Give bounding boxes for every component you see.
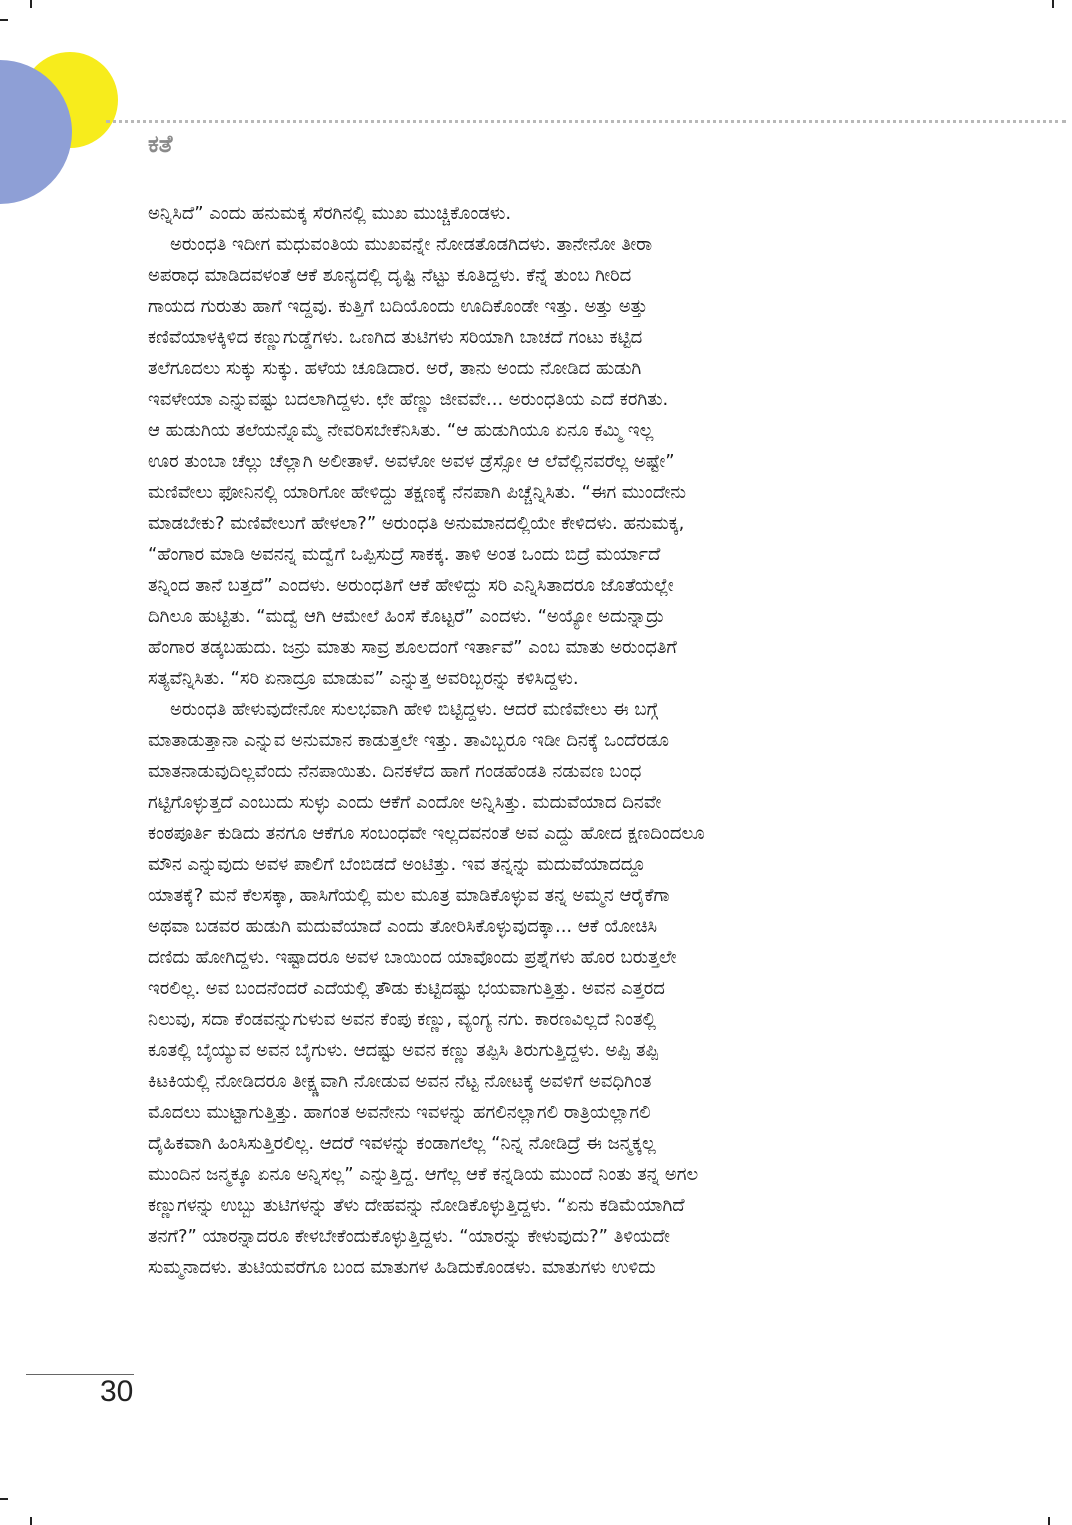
text-line: ಅಥವಾ ಬಡವರ ಹುಡುಗಿ ಮದುವೆಯಾದೆ ಎಂದು ತೋರಿಸಿಕೊಳ್ಳುವುದಕ್ಕಾ... ಆಕೆ ಯೋಚಿಸಿ: [148, 916, 658, 937]
text-line: ಮಾತಾಡುತ್ತಾನಾ ಎನ್ನುವ ಅನುಮಾನ ಕಾಡುತ್ತಲೇ ಇತ್ತು. ತಾವಿಬ್ಬರೂ ಇಡೀ ದಿನಕ್ಕೆ ಒಂದೆರಡೂ: [148, 730, 669, 751]
page-number: 30: [100, 1375, 134, 1408]
text-line: ಮೊದಲು ಮುಟ್ಟಾಗುತ್ತಿತ್ತು. ಹಾಗಂತ ಅವನೇನು ಇವಳನ್ನು ಹಗಲಿನಲ್ಲಾಗಲಿ ರಾತ್ರಿಯಲ್ಲಾಗಲಿ: [148, 1102, 651, 1123]
text-line: ಅರುಂಧತಿ ಹೇಳುವುದೇನೋ ಸುಲಭವಾಗಿ ಹೇಳಿ ಬಿಟ್ಟಿದ್ದಳು. ಆದರೆ ಮಣಿವೇಲು ಈ ಬಗ್ಗೆ: [170, 699, 659, 720]
crop-mark-left-top: [0, 19, 8, 21]
crop-mark-top-left: [30, 0, 32, 8]
text-line: ದಿಗಿಲೂ ಹುಟ್ಟಿತು. “ಮದ್ವೆ ಆಗಿ ಆಮೇಲೆ ಹಿಂಸೆ ಕೊಟ್ಟರೆ” ಎಂದಳು. “ಅಯ್ಯೋ ಅದುನ್ನಾದ್ರು: [148, 606, 665, 627]
section-title: ಕತೆ: [148, 130, 173, 158]
text-line: ಅಪರಾಧ ಮಾಡಿದವಳಂತೆ ಆಕೆ ಶೂನ್ಯದಲ್ಲಿ ದೃಷ್ಟಿ ನೆಟ್ಟು ಕೂತಿದ್ದಳು. ಕೆನ್ನೆ ತುಂಬ ಗೀರಿದ: [148, 265, 632, 286]
text-line: ತಲೆಗೂದಲು ಸುಕ್ಕು ಸುಕ್ಕು. ಹಳೆಯ ಚೂಡಿದಾರ. ಅರೆ, ತಾನು ಅಂದು ನೋಡಿದ ಹುಡುಗಿ: [148, 358, 642, 379]
text-line: ತನಗೆ?” ಯಾರನ್ನಾದರೂ ಕೇಳಬೇಕೆಂದುಕೊಳ್ಳುತ್ತಿದ್ದಳು. “ಯಾರನ್ನು ಕೇಳುವುದು?” ತಿಳಿಯದೇ: [148, 1226, 670, 1247]
text-line: “ಹೆಂಗಾರ ಮಾಡಿ ಅವನನ್ನ ಮದ್ವೆಗೆ ಒಪ್ಪಿಸುದ್ರೆ ಸಾಕಕ್ಕ. ತಾಳಿ ಅಂತ ಒಂದು ಬಿದ್ರೆ ಮರ್ಯಾದೆ: [148, 544, 661, 565]
text-line: ಕಣ್ಣುಗಳನ್ನು ಉಬ್ಬು ತುಟಿಗಳನ್ನು ತೆಳು ದೇಹವನ್ನು ನೋಡಿಕೊಳ್ಳುತ್ತಿದ್ದಳು. “ಏನು ಕಡಿಮೆಯಾಗಿದೆ: [148, 1195, 685, 1216]
text-line: ಮಣಿವೇಲು ಫೋನಿನಲ್ಲಿ ಯಾರಿಗೋ ಹೇಳಿದ್ದು ತಕ್ಷಣಕ್ಕೆ ನೆನಪಾಗಿ ಪಿಚ್ಚೆನ್ನಿಸಿತು. “ಈಗ ಮುಂದೇನು: [148, 482, 686, 503]
text-line: ಮುಂದಿನ ಜನ್ಮಕ್ಕೂ ಏನೂ ಅನ್ನಿಸಲ್ಲ” ಎನ್ನುತ್ತಿದ್ದ. ಆಗೆಲ್ಲ ಆಕೆ ಕನ್ನಡಿಯ ಮುಂದೆ ನಿಂತು ತನ್ನ ಅಗಲ: [148, 1164, 699, 1185]
story-body: [148, 198, 948, 1283]
text-line: ಅನ್ನಿಸಿದೆ” ಎಂದು ಹನುಮಕ್ಕ ಸೆರಗಿನಲ್ಲಿ ಮುಖ ಮುಚ್ಚಿಕೊಂಡಳು.: [148, 203, 512, 224]
text-line: ಕೂತಲ್ಲಿ ಬೈಯ್ಯುವ ಅವನ ಬೈಗುಳು. ಆದಷ್ಟು ಅವನ ಕಣ್ಣು ತಪ್ಪಿಸಿ ತಿರುಗುತ್ತಿದ್ದಳು. ಅಪ್ಪಿ ತಪ್ಪಿ: [148, 1040, 659, 1061]
text-line: ಇವಳೇಯಾ ಎನ್ನುವಷ್ಟು ಬದಲಾಗಿದ್ದಳು. ಛೇ ಹೆಣ್ಣು ಜೀವವೇ... ಅರುಂಧತಿಯ ಎದೆ ಕರಗಿತು.: [148, 389, 669, 410]
crop-mark-bottom-right: [1048, 1517, 1050, 1525]
text-line: ಗಾಯದ ಗುರುತು ಹಾಗೆ ಇದ್ದವು. ಕುತ್ತಿಗೆ ಬದಿಯೊಂದು ಊದಿಕೊಂಡೇ ಇತ್ತು. ಅತ್ತು ಅತ್ತು: [148, 296, 648, 317]
text-line: ದೈಹಿಕವಾಗಿ ಹಿಂಸಿಸುತ್ತಿರಲಿಲ್ಲ. ಆದರೆ ಇವಳನ್ನು ಕಂಡಾಗಲೆಲ್ಲ “ನಿನ್ನ ನೋಡಿದ್ರೆ ಈ ಜನ್ಮಕ್ಕಲ್ಲ: [148, 1133, 656, 1154]
text-line: ನಿಲುವು, ಸದಾ ಕೆಂಡವನ್ನುಗುಳುವ ಅವನ ಕೆಂಪು ಕಣ್ಣು, ವ್ಯಂಗ್ಯ ನಗು. ಕಾರಣವಿಲ್ಲದೆ ನಿಂತಲ್ಲಿ: [148, 1009, 657, 1030]
header-dotted-rule: [106, 120, 1066, 123]
text-line: ಸುಮ್ಮನಾದಳು. ತುಟಿಯವರೆಗೂ ಬಂದ ಮಾತುಗಳ ಹಿಡಿದುಕೊಂಡಳು. ಮಾತುಗಳು ಉಳಿದು: [148, 1257, 656, 1278]
text-line: ಗಟ್ಟಿಗೊಳ್ಳುತ್ತದೆ ಎಂಬುದು ಸುಳ್ಳು ಎಂದು ಆಕೆಗೆ ಎಂದೋ ಅನ್ನಿಸಿತ್ತು. ಮದುವೆಯಾದ ದಿನವೇ: [148, 792, 662, 813]
text-line: ಕಣಿವೆಯಾಳಕ್ಕಿಳಿದ ಕಣ್ಣುಗುಡ್ಡೆಗಳು. ಒಣಗಿದ ತುಟಿಗಳು ಸರಿಯಾಗಿ ಬಾಚದೆ ಗಂಟು ಕಟ್ಟಿದ: [148, 327, 643, 348]
text-line: ಹೆಂಗಾರ ತಡ್ಕಬಹುದು. ಜನ್ರು ಮಾತು ಸಾವ್ರ ಶೂಲದಂಗೆ ಇರ್ತಾವೆ” ಎಂಬ ಮಾತು ಅರುಂಧತಿಗೆ: [148, 637, 677, 658]
text-line: ಮೌನ ಎನ್ನುವುದು ಅವಳ ಪಾಲಿಗೆ ಬೆಂಬಿಡದೆ ಅಂಟಿತ್ತು. ಇವ ತನ್ನನ್ನು ಮದುವೆಯಾದದ್ದೂ: [148, 854, 646, 875]
text-line: ಸತ್ಯವೆನ್ನಿಸಿತು. “ಸರಿ ಏನಾದ್ರೂ ಮಾಡುವ” ಎನ್ನುತ್ತ ಅವರಿಬ್ಬರನ್ನು ಕಳಿಸಿದ್ದಳು.: [148, 668, 579, 689]
text-line: ಊರ ತುಂಬಾ ಚೆಲ್ಲು ಚೆಲ್ಲಾಗಿ ಅಲೀತಾಳೆ. ಅವಳೋ ಅವಳ ಡ್ರೆಸ್ಸೋ ಆ ಲೆವೆಲ್ಲಿನವರೆಲ್ಲ ಅಷ್ಟೇ”: [148, 451, 675, 472]
text-line: ಇರಲಿಲ್ಲ. ಅವ ಬಂದನೆಂದರೆ ಎದೆಯಲ್ಲಿ ತೌಡು ಕುಟ್ಟಿದಷ್ಟು ಭಯವಾಗುತ್ತಿತ್ತು. ಅವನ ಎತ್ತರದ: [148, 978, 665, 999]
crop-mark-top-right: [1052, 0, 1054, 8]
text-line: ಅರುಂಧತಿ ಇದೀಗ ಮಧುವಂತಿಯ ಮುಖವನ್ನೇ ನೋಡತೊಡಗಿದಳು. ತಾನೇನೋ ತೀರಾ: [170, 234, 653, 255]
text-line: ಯಾತಕ್ಕೆ? ಮನೆ ಕೆಲಸಕ್ಕಾ, ಹಾಸಿಗೆಯಲ್ಲಿ ಮಲ ಮೂತ್ರ ಮಾಡಿಕೊಳ್ಳುವ ತನ್ನ ಅಮ್ಮನ ಆರೈಕೆಗಾ: [148, 885, 670, 906]
text-line: ತನ್ನಿಂದ ತಾನೆ ಬತ್ತದೆ” ಎಂದಳು. ಅರುಂಧತಿಗೆ ಆಕೆ ಹೇಳಿದ್ದು ಸರಿ ಎನ್ನಿಸಿತಾದರೂ ಜೊತೆಯಲ್ಲೇ: [148, 575, 674, 596]
text-line: ಆ ಹುಡುಗಿಯ ತಲೆಯನ್ನೊಮ್ಮೆ ನೇವರಿಸಬೇಕೆನಿಸಿತು. “ಆ ಹುಡುಗಿಯೂ ಏನೂ ಕಮ್ಮಿ ಇಲ್ಲ: [148, 420, 654, 441]
text-line: ಕಂಠಪೂರ್ತಿ ಕುಡಿದು ತನಗೂ ಆಕೆಗೂ ಸಂಬಂಧವೇ ಇಲ್ಲದವನಂತೆ ಅವ ಎದ್ದು ಹೋದ ಕ್ಷಣದಿಂದಲೂ: [148, 823, 705, 844]
text-line: ಮಾತನಾಡುವುದಿಲ್ಲವೆಂದು ನೆನಪಾಯಿತು. ದಿನಕಳೆದ ಹಾಗೆ ಗಂಡಹೆಂಡತಿ ನಡುವಣ ಬಂಧ: [148, 761, 642, 782]
text-line: ಮಾಡಬೇಕು? ಮಣಿವೇಲುಗೆ ಹೇಳಲಾ?” ಅರುಂಧತಿ ಅನುಮಾನದಲ್ಲಿಯೇ ಕೇಳಿದಳು. ಹನುಮಕ್ಕ,: [148, 513, 685, 534]
crop-mark-left-bottom: [0, 1498, 8, 1500]
text-line: ಕಿಟಕಿಯಲ್ಲಿ ನೋಡಿದರೂ ತೀಕ್ಷ್ಣವಾಗಿ ನೋಡುವ ಅವನ ನೆಟ್ಟ ನೋಟಕ್ಕೆ ಅವಳಿಗೆ ಅವಧಿಗಿಂತ: [148, 1071, 652, 1092]
text-line: ದಣಿದು ಹೋಗಿದ್ದಳು. ಇಷ್ಟಾದರೂ ಅವಳ ಬಾಯಿಂದ ಯಾವೊಂದು ಪ್ರಶ್ನೆಗಳು ಹೊರ ಬರುತ್ತಲೇ: [148, 947, 677, 968]
crop-mark-bottom-left: [30, 1517, 32, 1525]
